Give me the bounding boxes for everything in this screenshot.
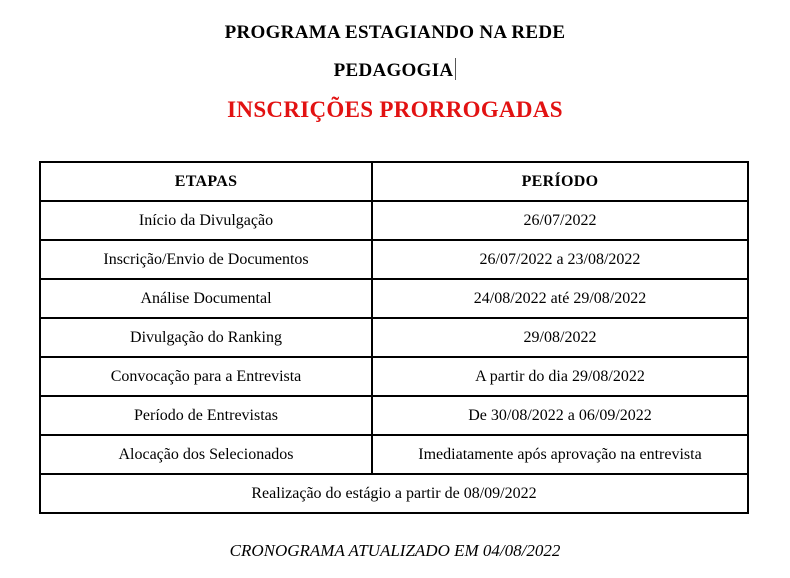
document-subtitle: INSCRIÇÕES PRORROGADAS <box>227 97 563 122</box>
document-title-line2 <box>0 52 790 90</box>
table-row <box>40 201 748 240</box>
column-header-periodo: PERÍODO <box>372 162 748 201</box>
document-title-text2: PEDAGOGIA <box>333 60 454 81</box>
table-row <box>40 396 748 435</box>
cell-periodo: Imediatamente após aprovação na entrevista <box>372 435 748 474</box>
text-cursor <box>455 58 456 80</box>
schedule-table <box>39 161 749 514</box>
column-header-etapas: ETAPAS <box>40 162 372 201</box>
cell-etapa: Período de Entrevistas <box>40 396 372 435</box>
cell-etapa: Convocação para a Entrevista <box>40 357 372 396</box>
cell-footer-span: Realização do estágio a partir de 08/09/2022 <box>40 474 748 513</box>
table-row <box>40 279 748 318</box>
table-row <box>40 240 748 279</box>
document-title-line1 <box>0 14 790 52</box>
cell-etapa: Análise Documental <box>40 279 372 318</box>
cell-etapa: Início da Divulgação <box>40 201 372 240</box>
table-row <box>40 318 748 357</box>
cell-etapa: Inscrição/Envio de Documentos <box>40 240 372 279</box>
cell-periodo: 29/08/2022 <box>372 318 748 357</box>
cell-periodo: 26/07/2022 a 23/08/2022 <box>372 240 748 279</box>
cell-periodo: A partir do dia 29/08/2022 <box>372 357 748 396</box>
cell-periodo: 26/07/2022 <box>372 201 748 240</box>
update-note: CRONOGRAMA ATUALIZADO EM 04/08/2022 <box>229 541 561 560</box>
document-title-text1: PROGRAMA ESTAGIANDO NA REDE <box>224 22 566 43</box>
cell-periodo: 24/08/2022 até 29/08/2022 <box>372 279 748 318</box>
cell-etapa: Alocação dos Selecionados <box>40 435 372 474</box>
table-row <box>40 357 748 396</box>
table-header-row <box>40 162 748 201</box>
cell-periodo: De 30/08/2022 a 06/09/2022 <box>372 396 748 435</box>
table-footer-row <box>40 474 748 513</box>
cell-etapa: Divulgação do Ranking <box>40 318 372 357</box>
title-block <box>0 0 790 128</box>
table-row <box>40 435 748 474</box>
